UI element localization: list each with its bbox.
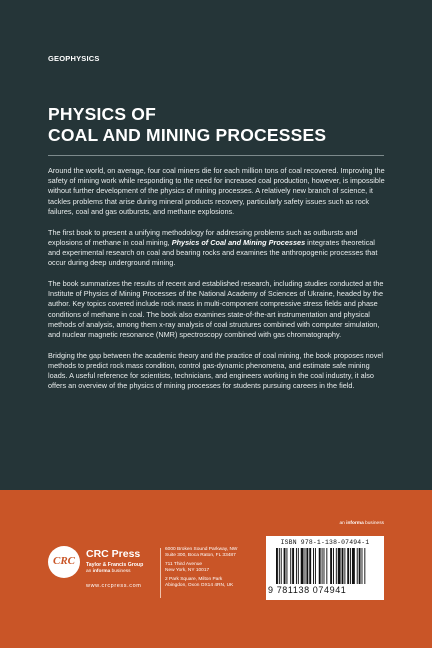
address-abingdon [165,577,233,589]
publisher-name: CRC Press [86,548,141,560]
address-divider [160,548,161,598]
address2-line1: 711 Third Avenue [165,562,203,567]
title-divider [48,155,384,156]
publisher-group: Taylor & Francis Group [86,562,144,568]
informa-tagline [339,521,384,526]
crc-logo-icon [48,546,80,578]
informa-word: informa [346,521,364,526]
p2-tail: integrates theoretical and experimental research on coal and bearing rocks and examines the anthropogenic processes that occur during deep underground mining. [48,237,378,268]
informa-suffix: business [363,521,384,526]
isbn-label: ISBN 978-1-138-07494-1 [280,539,370,546]
address1-line2: Suite 300, Boca Raton, FL 33487 [165,553,236,558]
publisher-informa-line [86,569,131,574]
blurb-paragraph-3: The book summarizes the results of recent and established research, including studies conducted at the Institute of Physics of Mining Processes of the National Academy of Sciences of Ukraine, headed by the author. Key topics covered include rock mass in multi-component compressive stress fields and phase conditions of methane in coal. The book also examines state-of-the-art instrumentation and physical methods of analysis, among them x-ray analysis of coal structures combined with computer simulation, and nuclear magnetic resonance (NMR) spectroscopy combined with gas chromatography. [48,279,384,340]
crc-logo-text: CRC [52,555,75,567]
title-line-2: COAL AND MINING PROCESSES [48,125,327,145]
address3-line1: 2 Park Square, Milton Park [165,577,223,582]
informa-suffix-2: business [110,569,131,574]
address2-line2: New York, NY 10017 [165,568,210,573]
barcode-number: 9 781138 074941 [268,585,347,595]
address-new-york [165,562,209,574]
title-line-1: PHYSICS OF [48,104,156,124]
publisher-url[interactable]: www.crcpress.com [86,583,142,589]
blurb-paragraph-2 [48,228,386,269]
blurb-paragraph-4: Bridging the gap between the academic theory and the practice of coal mining, the book proposes novel methods to predict rock mass condition, control gas-dynamic phenomena, and estimate safe mining loads. A useful reference for scientists, technicians, and engineers working in the coal industry, it also offers an overview of the physics of mining processes for students pursuing careers in the field. [48,350,384,391]
address1-line1: 6000 Broken Sound Parkway, NW [165,547,238,552]
blurb [48,166,386,402]
publisher-footer [0,490,432,648]
address3-line2: Abingdon, Oxon OX14 4RN, UK [165,583,234,588]
p2-book-title: Physics of Coal and Mining Processes [171,237,306,247]
informa-prefix: an [339,521,347,526]
barcode-panel [266,536,384,600]
book-title [48,104,388,146]
blurb-paragraph-1: Around the world, on average, four coal miners die for each million tons of coal recovered. Improving the safety of mining work while responding to the need for increased coal production, however, is impossible without further development of the physics of mining processes. A relatively new branch of science, it tackles problems that arise during mineral products recovery, particularly safety issues such as rock failures, coal and gas outbursts, and methane explosions. [48,166,385,216]
category-label: GEOPHYSICS [48,54,100,63]
informa-word-2: informa [92,569,111,574]
address-boca-raton [165,547,237,559]
barcode-icon [276,548,380,588]
p2-lead: The first book to present a unifying methodology for addressing problems such as outbursts and explosions of methane in coal mining, [48,227,358,247]
informa-prefix-2: an [86,569,93,574]
